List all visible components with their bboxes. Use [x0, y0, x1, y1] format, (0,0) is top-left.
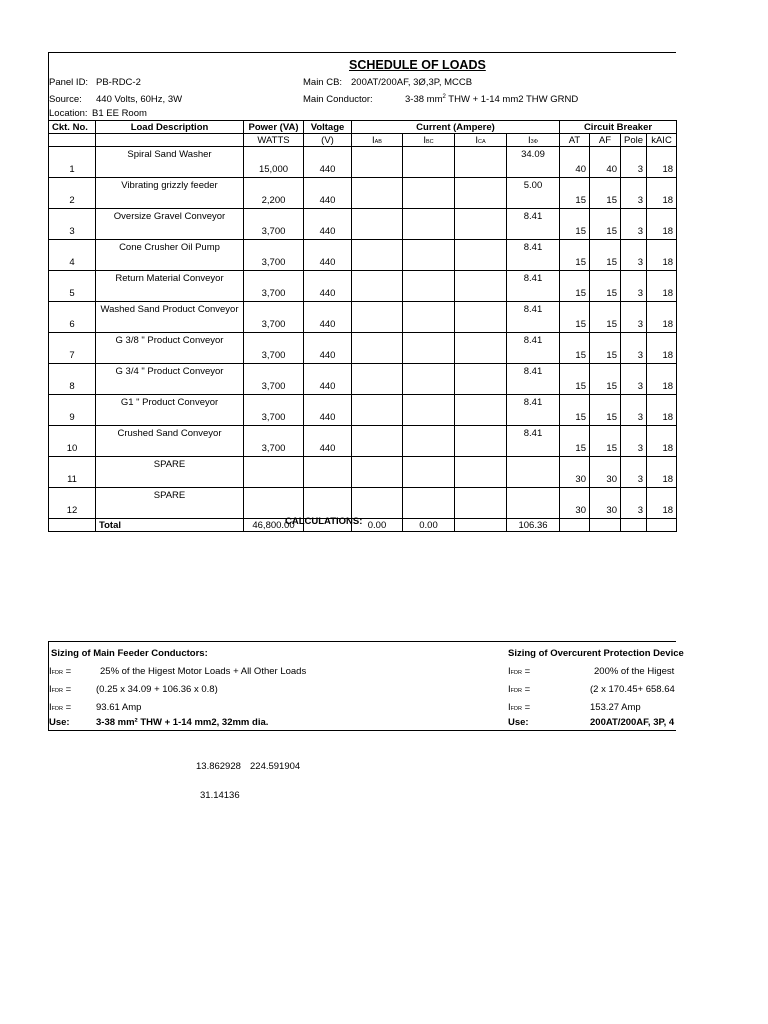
breaker-pole: 3 — [621, 333, 647, 364]
current-i3: 8.41 — [507, 302, 560, 333]
current-iab — [352, 209, 403, 240]
feeder-heading: Sizing of Main Feeder Conductors: — [51, 648, 208, 659]
breaker-pole: 3 — [621, 457, 647, 488]
voltage: 440 — [304, 147, 352, 178]
voltage — [304, 457, 352, 488]
total-watts: 46,800.00 — [244, 519, 304, 532]
current-iab — [352, 302, 403, 333]
current-ibc — [403, 271, 455, 302]
power-watts: 3,700 — [244, 271, 304, 302]
power-watts: 3,700 — [244, 364, 304, 395]
power-watts — [244, 457, 304, 488]
feeder-line-1-label: IFDR = — [49, 666, 72, 677]
ckt-no: 4 — [49, 240, 96, 271]
current-ibc — [403, 209, 455, 240]
current-ibc — [403, 395, 455, 426]
power-watts: 3,700 — [244, 395, 304, 426]
voltage: 440 — [304, 302, 352, 333]
current-iab — [352, 426, 403, 457]
voltage: 440 — [304, 333, 352, 364]
calculations-label: CALCULATIONS: — [285, 516, 363, 527]
calc-top-border — [48, 641, 676, 642]
breaker-at: 15 — [560, 178, 590, 209]
breaker-af: 15 — [590, 426, 621, 457]
main-cb-value: 200AT/200AF, 3Ø,3P, MCCB — [351, 77, 473, 88]
power-watts: 3,700 — [244, 240, 304, 271]
ocpd-heading: Sizing of Overcurent Protection Device — [508, 648, 684, 659]
breaker-at: 30 — [560, 457, 590, 488]
table-row — [49, 395, 677, 426]
current-ica — [455, 271, 507, 302]
feeder-line-1-value: 25% of the Higest Motor Loads + All Other Loads — [100, 666, 307, 677]
feeder-use-label: Use: — [49, 717, 70, 728]
location-value: B1 EE Room — [92, 108, 147, 119]
table-row — [49, 426, 677, 457]
header-row-1 — [49, 121, 677, 134]
current-ica — [455, 209, 507, 240]
header-iab: IAB — [352, 134, 403, 147]
power-watts — [244, 488, 304, 519]
breaker-kaic: 18 — [647, 147, 677, 178]
breaker-kaic: 18 — [647, 271, 677, 302]
top-border — [48, 52, 676, 53]
breaker-at: 15 — [560, 426, 590, 457]
breaker-kaic: 18 — [647, 178, 677, 209]
breaker-af: 15 — [590, 178, 621, 209]
breaker-kaic: 18 — [647, 302, 677, 333]
main-conductor-value: 3-38 $mm^2$ THW + 1-14 mm2 THW GRND — [405, 94, 579, 106]
current-i3: 8.41 — [507, 209, 560, 240]
current-i3: 8.41 — [507, 333, 560, 364]
total-row — [49, 519, 677, 532]
current-iab — [352, 364, 403, 395]
current-ibc — [403, 178, 455, 209]
ckt-no: 3 — [49, 209, 96, 240]
load-description: Washed Sand Product Conveyor — [96, 302, 244, 333]
current-iab — [352, 488, 403, 519]
ocpd-line-3-label: IFDR = — [508, 702, 531, 713]
breaker-at: 40 — [560, 147, 590, 178]
table-row — [49, 457, 677, 488]
breaker-af: 15 — [590, 209, 621, 240]
breaker-af: 15 — [590, 395, 621, 426]
voltage: 440 — [304, 364, 352, 395]
ckt-no: 9 — [49, 395, 96, 426]
ckt-no: 1 — [49, 147, 96, 178]
table-row — [49, 488, 677, 519]
table-row — [49, 333, 677, 364]
header-ibc: IBC — [403, 134, 455, 147]
current-ibc — [403, 426, 455, 457]
header-ica: ICA — [455, 134, 507, 147]
current-iab — [352, 271, 403, 302]
main-conductor-label: Main Conductor: — [303, 94, 373, 105]
header-af: AF — [590, 134, 621, 147]
breaker-af: 15 — [590, 333, 621, 364]
breaker-pole: 3 — [621, 302, 647, 333]
total-label: Total — [96, 519, 244, 532]
breaker-at: 15 — [560, 271, 590, 302]
ckt-no: 2 — [49, 178, 96, 209]
breaker-pole: 3 — [621, 178, 647, 209]
ocpd-line-1-label: IFDR = — [508, 666, 531, 677]
current-ica — [455, 364, 507, 395]
power-watts: 15,000 — [244, 147, 304, 178]
table-row — [49, 178, 677, 209]
current-ica — [455, 426, 507, 457]
table-row — [49, 364, 677, 395]
panel-id-label: Panel ID: — [49, 77, 89, 88]
load-description: Crushed Sand Conveyor — [96, 426, 244, 457]
current-ica — [455, 395, 507, 426]
load-description: SPARE — [96, 457, 244, 488]
voltage — [304, 488, 352, 519]
breaker-pole: 3 — [621, 240, 647, 271]
voltage: 440 — [304, 395, 352, 426]
current-ibc — [403, 457, 455, 488]
breaker-af: 30 — [590, 488, 621, 519]
header-at: AT — [560, 134, 590, 147]
ocpd-line-3-value: 153.27 Amp — [590, 702, 641, 713]
current-ica — [455, 147, 507, 178]
breaker-pole: 3 — [621, 426, 647, 457]
total-iab: 0.00 — [352, 519, 403, 532]
breaker-pole: 3 — [621, 364, 647, 395]
source-value: 440 Volts, 60Hz, 3W — [96, 94, 183, 105]
load-description: G1 " Product Conveyor — [96, 395, 244, 426]
breaker-af: 30 — [590, 457, 621, 488]
current-i3 — [507, 457, 560, 488]
ckt-no: 6 — [49, 302, 96, 333]
current-iab — [352, 147, 403, 178]
breaker-kaic: 18 — [647, 209, 677, 240]
table-row — [49, 147, 677, 178]
breaker-at: 15 — [560, 240, 590, 271]
header-voltage: Voltage — [304, 121, 352, 134]
breaker-pole: 3 — [621, 147, 647, 178]
current-ica — [455, 302, 507, 333]
ckt-no: 10 — [49, 426, 96, 457]
current-i3: 5.00 — [507, 178, 560, 209]
voltage: 440 — [304, 178, 352, 209]
breaker-kaic: 18 — [647, 240, 677, 271]
load-description: Vibrating grizzly feeder — [96, 178, 244, 209]
page-title: SCHEDULE OF LOADS — [349, 58, 486, 72]
ckt-no: 5 — [49, 271, 96, 302]
footnote-2: 224.591904 — [250, 761, 301, 772]
breaker-kaic: 18 — [647, 364, 677, 395]
header-row-2 — [49, 134, 677, 147]
breaker-at: 15 — [560, 302, 590, 333]
breaker-kaic: 18 — [647, 457, 677, 488]
breaker-at: 15 — [560, 333, 590, 364]
breaker-at: 15 — [560, 364, 590, 395]
calc-bottom-border — [48, 730, 676, 731]
power-watts: 3,700 — [244, 302, 304, 333]
table-row — [49, 271, 677, 302]
current-iab — [352, 178, 403, 209]
header-i3: I3Φ — [507, 134, 560, 147]
current-ibc — [403, 488, 455, 519]
ocpd-use-value: 200AT/200AF, 3P, 4 — [590, 717, 675, 728]
current-iab — [352, 457, 403, 488]
header-pole: Pole — [621, 134, 647, 147]
current-iab — [352, 333, 403, 364]
current-ica — [455, 333, 507, 364]
feeder-line-2-value: (0.25 x 34.09 + 106.36 x 0.8) — [96, 684, 218, 695]
breaker-kaic: 18 — [647, 488, 677, 519]
table-row — [49, 302, 677, 333]
current-ibc — [403, 364, 455, 395]
ckt-no: 11 — [49, 457, 96, 488]
breaker-kaic: 18 — [647, 426, 677, 457]
voltage: 440 — [304, 240, 352, 271]
current-i3: 8.41 — [507, 395, 560, 426]
breaker-pole: 3 — [621, 488, 647, 519]
current-i3 — [507, 488, 560, 519]
current-iab — [352, 395, 403, 426]
breaker-af: 40 — [590, 147, 621, 178]
breaker-af: 15 — [590, 364, 621, 395]
source-label: Source: — [49, 94, 82, 105]
voltage: 440 — [304, 209, 352, 240]
current-ibc — [403, 302, 455, 333]
breaker-kaic: 18 — [647, 333, 677, 364]
load-description: Return Material Conveyor — [96, 271, 244, 302]
header-power: Power (VA) — [244, 121, 304, 134]
breaker-at: 15 — [560, 209, 590, 240]
total-ibc: 0.00 — [403, 519, 455, 532]
header-volt-unit: (V) — [304, 134, 352, 147]
current-ibc — [403, 333, 455, 364]
breaker-pole: 3 — [621, 271, 647, 302]
total-i3: 106.36 — [507, 519, 560, 532]
load-description: G 3/4 " Product Conveyor — [96, 364, 244, 395]
main-cb-label: Main CB: — [303, 77, 343, 88]
header-kaic: kAIC — [647, 134, 677, 147]
current-iab — [352, 240, 403, 271]
current-ibc — [403, 240, 455, 271]
feeder-line-3-label: IFDR = — [49, 702, 72, 713]
ocpd-line-1-value: 200% of the Higest — [594, 666, 675, 677]
header-watts: WATTS — [244, 134, 304, 147]
load-description: SPARE — [96, 488, 244, 519]
ckt-no: 7 — [49, 333, 96, 364]
power-watts: 3,700 — [244, 333, 304, 364]
power-watts: 3,700 — [244, 209, 304, 240]
header-ckt: Ckt. No. — [49, 121, 96, 134]
current-i3: 8.41 — [507, 271, 560, 302]
voltage: 440 — [304, 271, 352, 302]
power-watts: 3,700 — [244, 426, 304, 457]
current-ica — [455, 240, 507, 271]
panel-id-value: PB-RDC-2 — [96, 77, 141, 88]
breaker-pole: 3 — [621, 395, 647, 426]
current-ica — [455, 457, 507, 488]
breaker-af: 15 — [590, 302, 621, 333]
header-current: Current (Ampere) — [352, 121, 560, 134]
load-description: Cone Crusher Oil Pump — [96, 240, 244, 271]
load-description: Spiral Sand Washer — [96, 147, 244, 178]
ocpd-use-label: Use: — [508, 717, 529, 728]
header-load: Load Description — [96, 121, 244, 134]
voltage: 440 — [304, 426, 352, 457]
breaker-kaic: 18 — [647, 395, 677, 426]
feeder-line-2-label: IFDR = — [49, 684, 72, 695]
feeder-use-value: 3-38 mm² THW + 1-14 mm2, 32mm dia. — [96, 717, 269, 728]
ocpd-line-2-value: (2 x 170.45+ 658.64 — [590, 684, 675, 695]
footnote-3: 31.14136 — [200, 790, 240, 801]
ocpd-line-2-label: IFDR = — [508, 684, 531, 695]
footnote-1: 13.862928 — [196, 761, 241, 772]
schedule-table — [48, 120, 677, 532]
load-description: G 3/8 " Product Conveyor — [96, 333, 244, 364]
current-i3: 34.09 — [507, 147, 560, 178]
breaker-af: 15 — [590, 240, 621, 271]
current-ica — [455, 178, 507, 209]
ckt-no: 12 — [49, 488, 96, 519]
load-description: Oversize Gravel Conveyor — [96, 209, 244, 240]
current-i3: 8.41 — [507, 426, 560, 457]
breaker-af: 15 — [590, 271, 621, 302]
location-label: Location: — [49, 108, 88, 119]
header-breaker: Circuit Breaker — [560, 121, 677, 134]
current-ibc — [403, 147, 455, 178]
feeder-line-3-value: 93.61 Amp — [96, 702, 142, 713]
ckt-no: 8 — [49, 364, 96, 395]
current-i3: 8.41 — [507, 240, 560, 271]
table-row — [49, 209, 677, 240]
breaker-pole: 3 — [621, 209, 647, 240]
current-ica — [455, 488, 507, 519]
table-row — [49, 240, 677, 271]
breaker-at: 30 — [560, 488, 590, 519]
current-i3: 8.41 — [507, 364, 560, 395]
power-watts: 2,200 — [244, 178, 304, 209]
breaker-at: 15 — [560, 395, 590, 426]
